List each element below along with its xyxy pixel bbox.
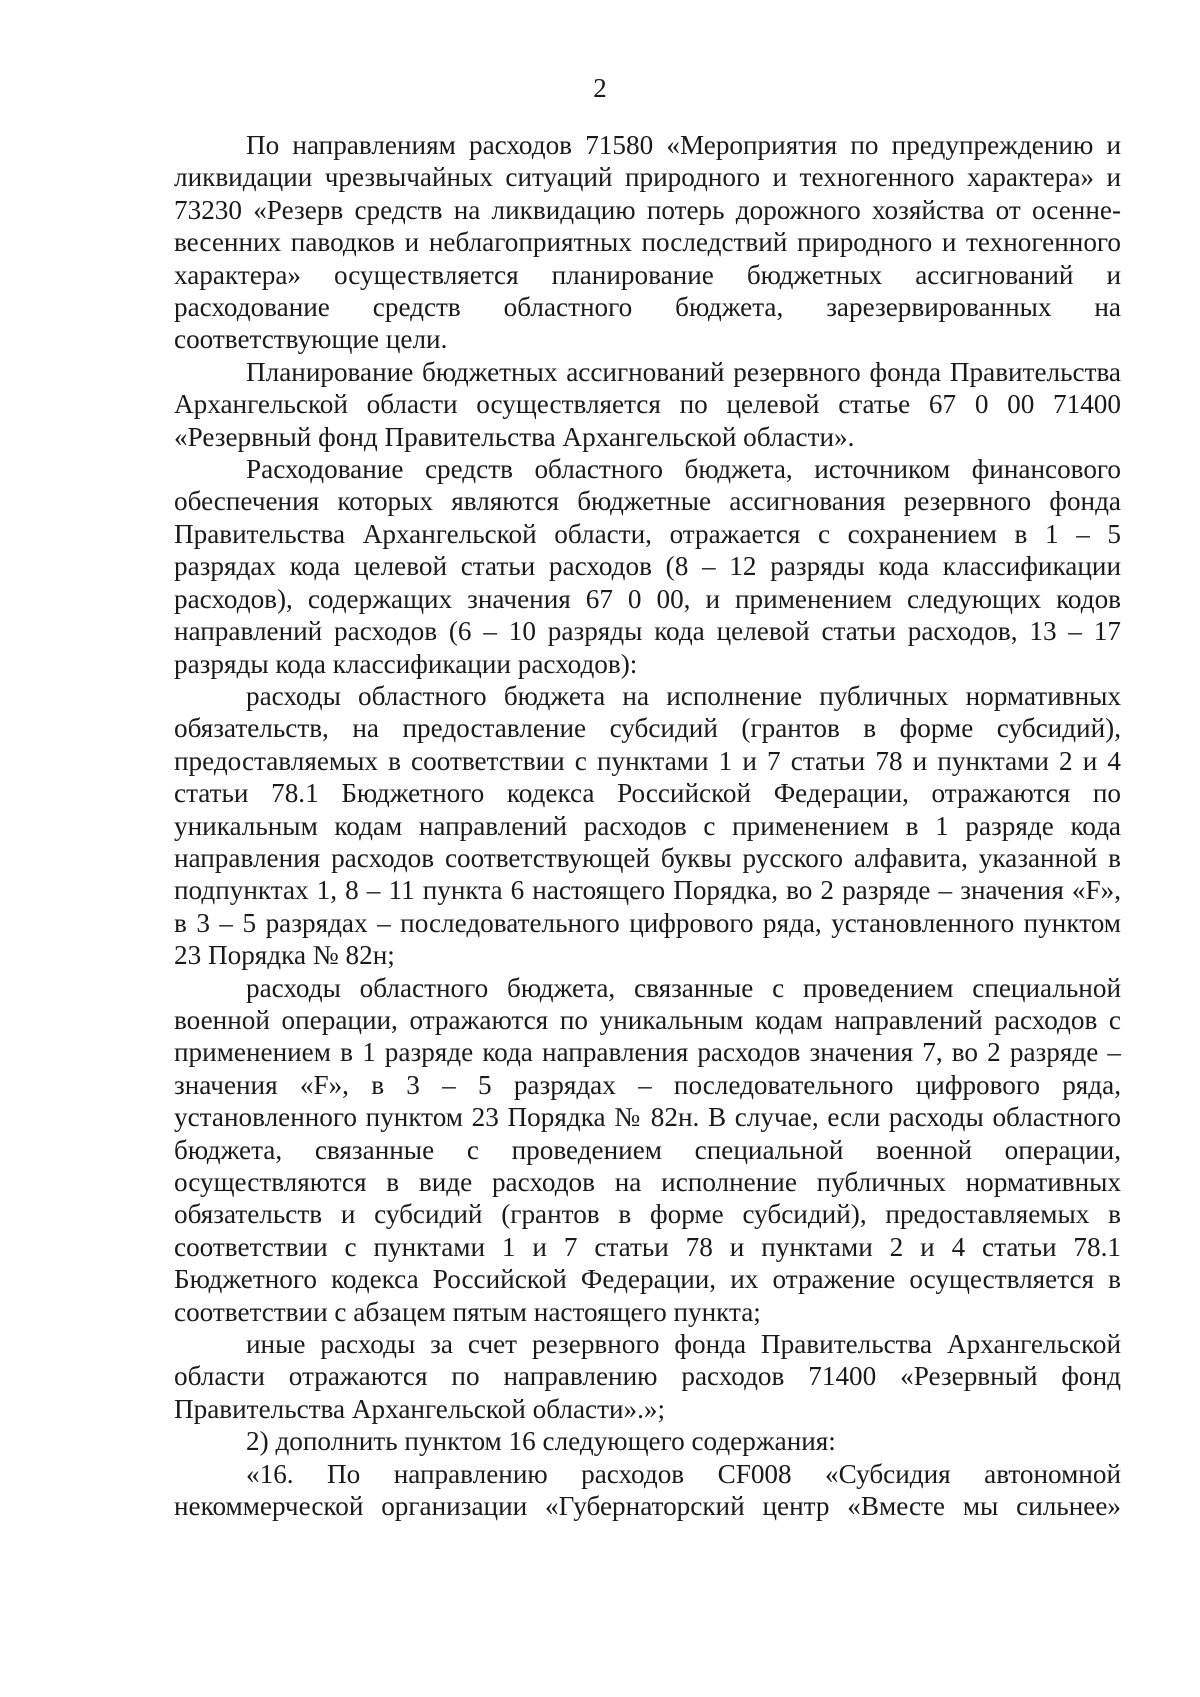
paragraph-other-expenses: иные расходы за счет резервного фонда Правительства Архангельской области отражаются по направлению расходов 71400 «Резервный фонд Правительства Архангельской области».»; (174, 1329, 1121, 1424)
paragraph-amendment-item: 2) дополнить пунктом 16 следующего содержания: (246, 1426, 836, 1457)
paragraph-reserve-fund-spending: Расходование средств областного бюджета, источником финансового обеспечения которых являются бюджетные ассигнования резервного фонда Правительства Архангельской области, отражается с сохранением в 1 – 5 разрядах кода целевой статьи расходов (8 – 12 разряды кода классификации расходов), содержащих значения 67 0 00, и применением следующих кодов направлений расходов (6 – 10 разряды кода целевой статьи расходов, 13 – 17 разряды кода классификации расходов): (174, 454, 1121, 679)
paragraph-reserve-fund-planning: Планирование бюджетных ассигнований резервного фонда Правительства Архангельской области осуществляется по целевой статье 67 0 00 71400 «Резервный фонд Правительства Архангельской области». (174, 356, 1121, 452)
paragraph-item-16: «16. По направлению расходов CF008 «Субсидия автономной некоммерческой организации «Губернаторский центр «Вместе мы сильнее» (174, 1458, 1121, 1522)
page-number: 2 (593, 73, 607, 103)
paragraph-reserve-directions: По направлениям расходов 71580 «Мероприятия по предупреждению и ликвидации чрезвычайных ситуаций природного и техногенного характера» и 73230 «Резерв средств на ликвидацию потерь дорожного хозяйства от осенне-весенних паводков и неблагоприятных последствий природного и техногенного характера» осуществляется планирование бюджетных ассигнований и расходование средств областного бюджета, зарезервированных на соответствующие цели. (174, 130, 1121, 355)
document-body (174, 129, 1121, 1522)
paragraph-special-military-operation: расходы областного бюджета, связанные с проведением специальной военной операции, отражаются по уникальным кодам направлений расходов с применением в 1 разряде кода направления расходов значения 7, во 2 разряде – значения «F», в 3 – 5 разрядах – последовательного цифрового ряда, установленного пунктом 23 Порядка № 82н. В случае, если расходы областного бюджета, связанные с проведением специальной военной операции, осуществляются в виде расходов на исполнение публичных нормативных обязательств и субсидий (грантов в форме субсидий), предоставляемых в соответствии с пунктами 1 и 7 статьи 78 и пунктами 2 и 4 статьи 78.1 Бюджетного кодекса Российской Федерации, их отражение осуществляется в соответствии с абзацем пятым настоящего пункта; (174, 972, 1121, 1327)
paragraph-public-obligations: расходы областного бюджета на исполнение публичных нормативных обязательств, на предоставление субсидий (грантов в форме субсидий), предоставляемых в соответствии с пунктами 1 и 7 статьи 78 и пунктами 2 и 4 статьи 78.1 Бюджетного кодекса Российской Федерации, отражаются по уникальным кодам направлений расходов с применением в 1 разряде кода направления расходов соответствующей буквы русского алфавита, указанной в подпунктах 1, 8 – 11 пункта 6 настоящего Порядка, во 2 разряде – значения «F», в 3 – 5 разрядах – последовательного цифрового ряда, установленного пунктом 23 Порядка № 82н; (174, 680, 1121, 971)
